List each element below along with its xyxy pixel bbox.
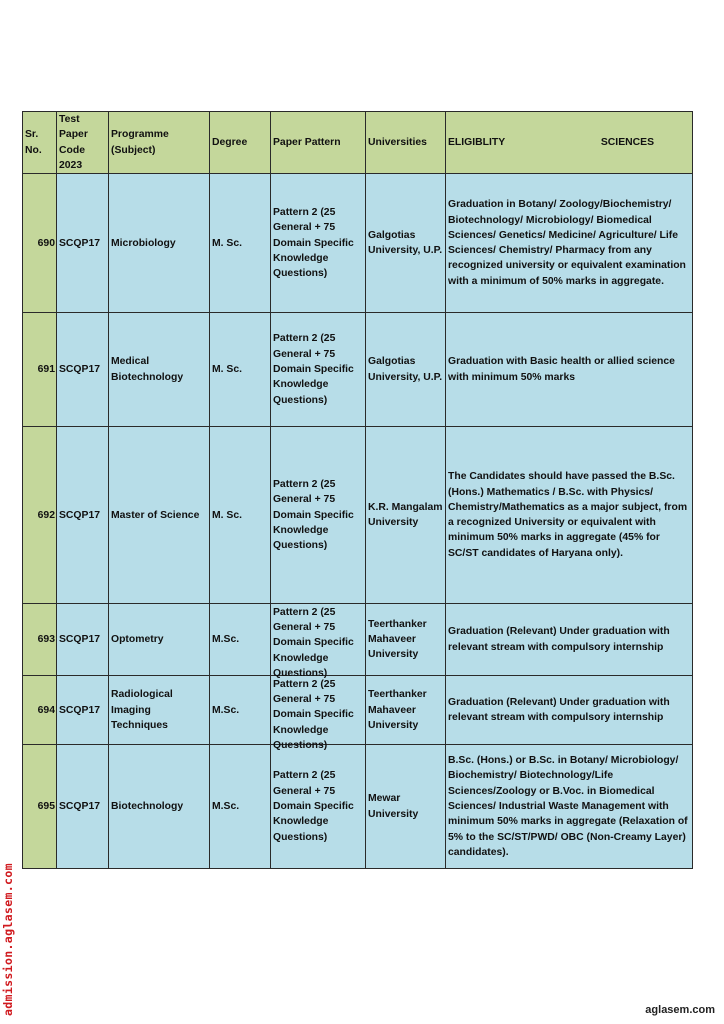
university-cell: Galgotias University, U.P.: [366, 174, 446, 313]
table-row: [23, 676, 693, 745]
programme-cell: Medical Biotechnology: [109, 313, 210, 427]
degree-cell: M.Sc.: [210, 745, 271, 869]
header-row: [23, 112, 693, 174]
sr-no-cell: 690: [23, 174, 57, 313]
paper-pattern-cell: Pattern 2 (25 General + 75 Domain Specific Knowledge Questions): [271, 313, 366, 427]
sr-no-cell: 691: [23, 313, 57, 427]
programme-cell: Microbiology: [109, 174, 210, 313]
sr-no-cell: 694: [23, 676, 57, 745]
table-row: [23, 604, 693, 676]
sr-no-cell: 695: [23, 745, 57, 869]
eligibility-cell: Graduation (Relevant) Under graduation with relevant stream with compulsory internship: [446, 676, 693, 745]
programme-cell: Biotechnology: [109, 745, 210, 869]
eligibility-cell: Graduation with Basic health or allied science with minimum 50% marks: [446, 313, 693, 427]
eligibility-cell: The Candidates should have passed the B.Sc. (Hons.) Mathematics / B.Sc. with Physics/ Chemistry/Mathematics as a major subject, from a recognized University or equivalent with minimum 50% marks in aggregate (45% for SC/ST candidates of Haryana only).: [446, 427, 693, 604]
header-programme: Programme (Subject): [109, 112, 210, 174]
degree-cell: M.Sc.: [210, 676, 271, 745]
table-row: [23, 174, 693, 313]
table-row: [23, 313, 693, 427]
header-degree: Degree: [210, 112, 271, 174]
paper-pattern-cell: [271, 676, 366, 751]
header-universities: Universities: [366, 112, 446, 174]
paper-code-cell: SCQP17: [57, 745, 109, 869]
paper-code-cell: SCQP17: [57, 427, 109, 604]
university-cell: Galgotias University, U.P.: [366, 313, 446, 427]
paper-code-cell: SCQP17: [57, 313, 109, 427]
paper-pattern-text: Pattern 2 (25 General + 75 Domain Specific Knowledge Questions): [273, 678, 354, 751]
header-stream-label: SCIENCES: [600, 136, 654, 148]
header-eligibility-label: ELIGIBLITY: [448, 136, 506, 148]
programme-cell: Radiological Imaging Techniques: [109, 676, 210, 745]
header-paper-pattern: Paper Pattern: [271, 112, 366, 174]
university-cell: K.R. Mangalam University: [366, 427, 446, 604]
paper-code-cell: SCQP17: [57, 676, 109, 745]
header-eligibility: [446, 112, 693, 174]
sr-no-cell: 693: [23, 604, 57, 676]
degree-cell: M.Sc.: [210, 604, 271, 676]
eligibility-cell: Graduation (Relevant) Under graduation with relevant stream with compulsory internship: [446, 604, 693, 676]
paper-pattern-cell: [271, 604, 366, 679]
paper-pattern-cell: Pattern 2 (25 General + 75 Domain Specific Knowledge Questions): [271, 427, 366, 604]
sr-no-cell: 692: [23, 427, 57, 604]
programme-table: [22, 111, 693, 869]
programme-cell: Master of Science: [109, 427, 210, 604]
table-row: [23, 745, 693, 869]
university-cell: Mewar University: [366, 745, 446, 869]
university-cell: Teerthanker Mahaveer University: [366, 676, 446, 745]
header-test-paper-code: Test Paper Code 2023: [57, 112, 109, 174]
eligibility-cell: B.Sc. (Hons.) or B.Sc. in Botany/ Microbiology/ Biochemistry/ Biotechnology/Life Sciences/Zoology or B.Voc. in Biomedical Sciences/ Industrial Waste Management with minimum 50% marks in aggregate (Relaxation of 5% to the SC/ST/PWD/ OBC (Non-Creamy Layer) candidates).: [446, 745, 693, 869]
programme-cell: Optometry: [109, 604, 210, 676]
paper-pattern-text: Pattern 2 (25 General + 75 Domain Specific Knowledge Questions): [273, 606, 354, 679]
degree-cell: M. Sc.: [210, 174, 271, 313]
paper-pattern-cell: Pattern 2 (25 General + 75 Domain Specific Knowledge Questions): [271, 174, 366, 313]
header-sr-no: Sr. No.: [23, 112, 57, 174]
side-watermark: admission.aglasem.com: [1, 863, 15, 1016]
paper-pattern-cell: Pattern 2 (25 General + 75 Domain Specific Knowledge Questions): [271, 745, 366, 869]
paper-code-cell: SCQP17: [57, 604, 109, 676]
degree-cell: M. Sc.: [210, 313, 271, 427]
table-row: [23, 427, 693, 604]
degree-cell: M. Sc.: [210, 427, 271, 604]
corner-watermark: aglasem.com: [645, 1004, 715, 1016]
eligibility-cell: Graduation in Botany/ Zoology/Biochemistry/ Biotechnology/ Microbiology/ Biomedical Sciences/ Genetics/ Medicine/ Agriculture/ Life Sciences/ Chemistry/ Pharmacy from any recognized university or equivalent examination with a minimum of 50% marks in aggregate.: [446, 174, 693, 313]
paper-code-cell: SCQP17: [57, 174, 109, 313]
university-cell: Teerthanker Mahaveer University: [366, 604, 446, 676]
